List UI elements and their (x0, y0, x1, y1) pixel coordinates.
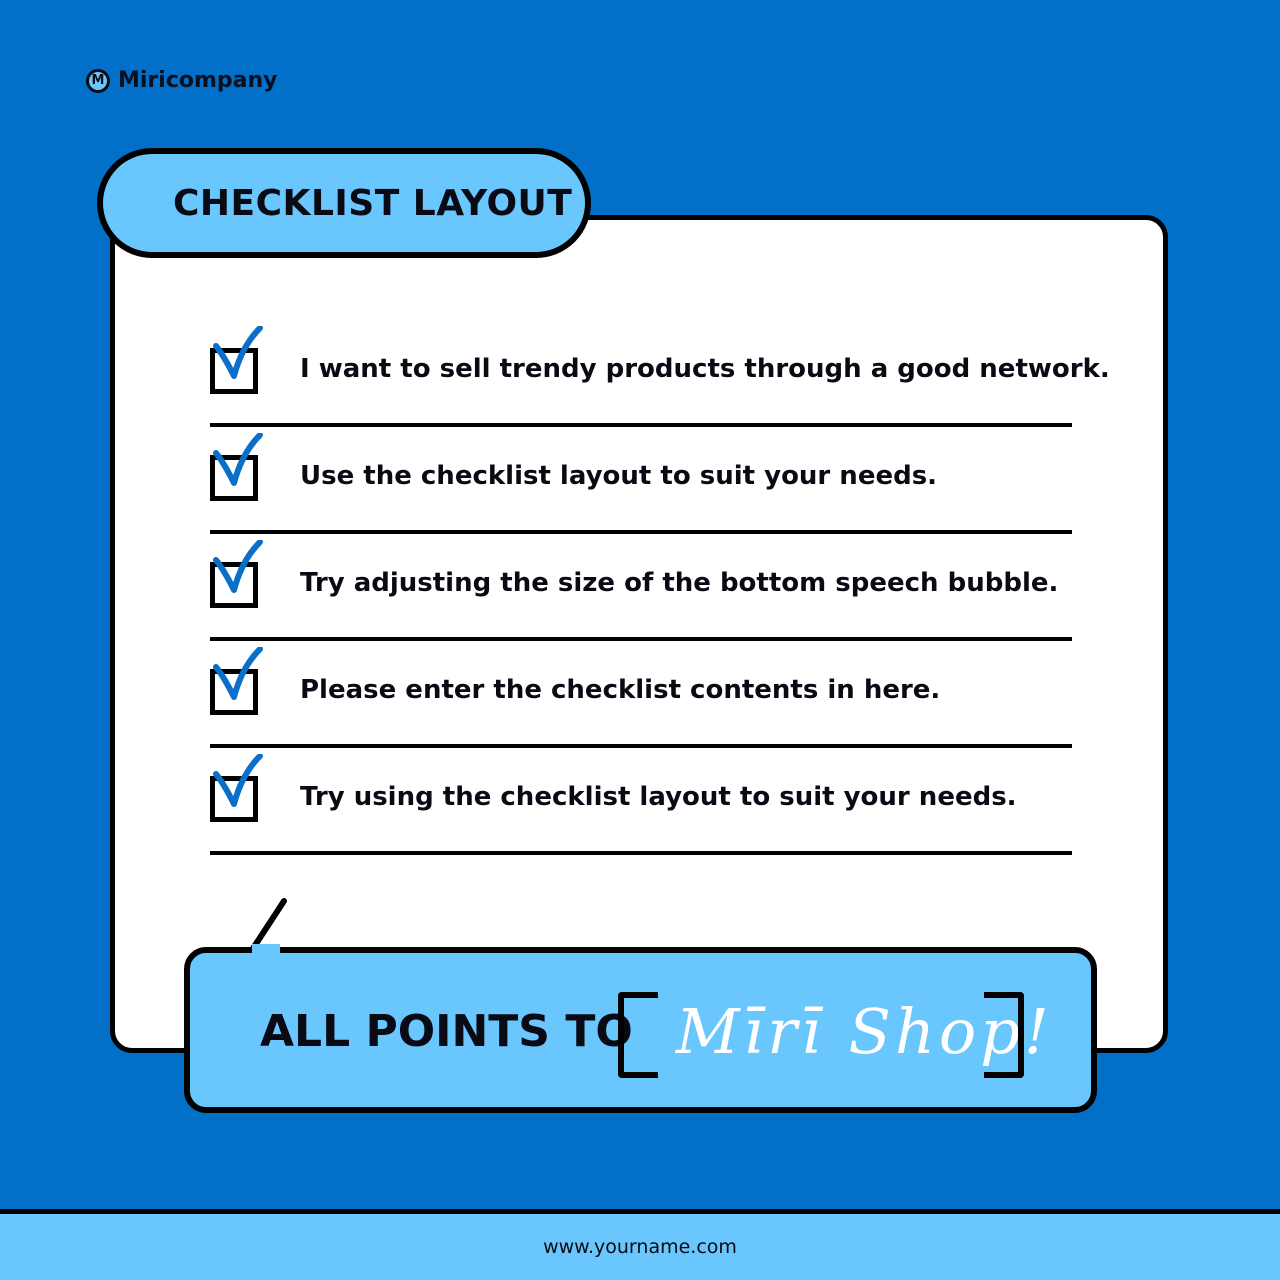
brand (86, 68, 278, 93)
checklist-item (210, 427, 1072, 534)
right-bracket (984, 992, 1024, 1078)
checkmark-icon (212, 754, 268, 814)
shop-name: Mīrī Shop! (676, 995, 1053, 1068)
footer-url-link[interactable]: www.yourname.com (543, 1236, 737, 1258)
checklist-item-text: Please enter the checklist contents in here. (300, 675, 941, 705)
checklist-item (210, 534, 1072, 641)
brand-name: Miricompany (118, 68, 278, 93)
checkmark-icon (212, 326, 268, 386)
checklist-item-text: Try adjusting the size of the bottom speech bubble. (300, 568, 1059, 598)
checklist-item (210, 748, 1072, 855)
brand-logo-icon: M (86, 69, 110, 93)
checklist-item-text: Try using the checklist layout to suit your needs. (300, 782, 1017, 812)
checklist-item-text: I want to sell trendy products through a good network. (300, 354, 1110, 384)
bubble-lead-text: ALL POINTS TO (260, 1006, 633, 1057)
checklist-item (210, 320, 1110, 427)
left-bracket (618, 992, 658, 1078)
checklist (210, 320, 1110, 855)
checkmark-icon (212, 433, 268, 493)
speech-bubble-gap (252, 944, 280, 954)
checklist-item-text: Use the checklist layout to suit your needs. (300, 461, 938, 491)
checkmark-icon (212, 540, 268, 600)
page-title: CHECKLIST LAYOUT (173, 182, 573, 224)
title-pill (97, 148, 591, 258)
checklist-item (210, 641, 1072, 748)
checkmark-icon (212, 647, 268, 707)
footer (0, 1209, 1280, 1280)
